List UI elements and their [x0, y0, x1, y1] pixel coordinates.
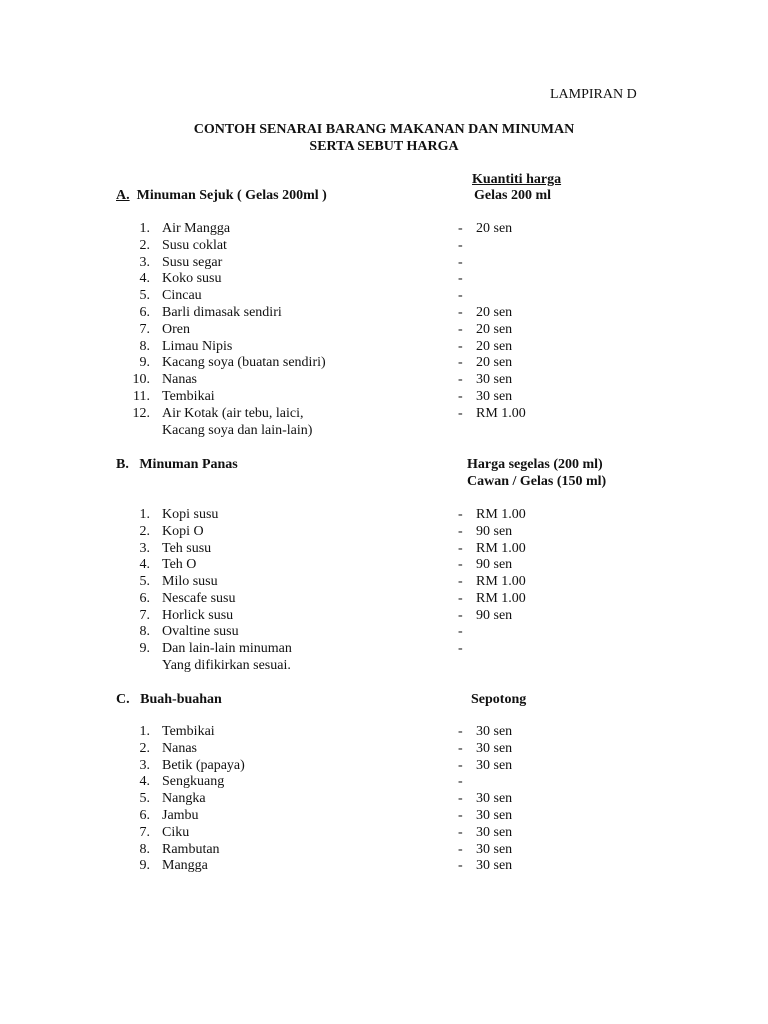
item-number: 3. — [139, 540, 150, 556]
item-dash: - — [458, 641, 463, 656]
section-b-price-header-2: Cawan / Gelas (150 ml) — [467, 474, 607, 489]
item-number: 2. — [139, 740, 150, 756]
item-price: 30 sen — [476, 858, 513, 874]
section-a-letter: A. — [116, 188, 130, 203]
item-dash: - — [458, 288, 463, 304]
item-number: 7. — [139, 824, 150, 840]
item-name: Nanas — [162, 740, 197, 756]
item-name: Ciku — [162, 824, 190, 840]
item-number: 1. — [139, 724, 150, 739]
item-name: Barli dimasak sendiri — [162, 305, 282, 320]
item-price: RM 1.00 — [476, 507, 526, 522]
item-price: RM 1.00 — [476, 540, 526, 556]
item-name: Horlick susu — [162, 607, 234, 623]
item-dash: - — [458, 254, 463, 270]
item-number: 11. — [133, 389, 150, 404]
item-dash: - — [458, 372, 463, 388]
item-price: 30 sen — [476, 841, 513, 857]
item-name: Jambu — [162, 808, 199, 823]
item-dash: - — [458, 624, 463, 640]
item-dash: - — [458, 523, 463, 539]
item-number: 7. — [139, 321, 150, 337]
item-number: 10. — [132, 372, 150, 388]
item-dash: - — [458, 221, 463, 236]
item-number: 6. — [139, 305, 150, 320]
item-name: Tembikai — [162, 724, 215, 739]
item-price: 20 sen — [476, 355, 513, 371]
item-name: Milo susu — [162, 574, 218, 589]
item-number: 9. — [139, 641, 150, 656]
item-number: 9. — [139, 355, 150, 371]
item-name: Koko susu — [162, 271, 222, 287]
section-c-price-header: Sepotong — [471, 692, 527, 707]
item-dash: - — [458, 590, 463, 606]
item-name: Sengkuang — [162, 774, 225, 790]
item-dash: - — [458, 841, 463, 857]
item-price: RM 1.00 — [476, 590, 526, 606]
item-dash: - — [458, 507, 463, 522]
item-price: 20 sen — [476, 338, 513, 354]
item-name: Kacang soya (buatan sendiri) — [162, 355, 326, 371]
item-dash: - — [458, 824, 463, 840]
item-name: Limau Nipis — [162, 338, 233, 354]
item-dash: - — [458, 574, 463, 589]
item-dash: - — [458, 740, 463, 756]
item-dash: - — [458, 757, 463, 773]
item-dash: - — [458, 607, 463, 623]
section-a-title: Minuman Sejuk ( Gelas 200ml ) — [136, 188, 327, 203]
item-number: 6. — [139, 808, 150, 823]
item-dash: - — [458, 305, 463, 320]
item-number: 8. — [139, 338, 150, 354]
item-name: Oren — [162, 321, 190, 337]
item-name: Susu coklat — [162, 237, 227, 253]
item-dash: - — [458, 724, 463, 739]
item-dash: - — [458, 858, 463, 874]
lampiran-label: LAMPIRAN D — [550, 87, 637, 102]
document-title-line1: CONTOH SENARAI BARANG MAKANAN DAN MINUMAN — [193, 122, 575, 137]
item-number: 2. — [139, 523, 150, 539]
item-price: RM 1.00 — [476, 574, 526, 589]
item-number: 12. — [132, 405, 150, 421]
item-name: Air Mangga — [162, 221, 231, 236]
item-price: 30 sen — [476, 372, 513, 388]
item-name: Teh susu — [162, 540, 212, 556]
item-name: Yang difikirkan sesuai. — [162, 657, 291, 673]
section-a-heading — [116, 187, 327, 204]
item-number: 9. — [139, 858, 150, 874]
section-b-title: Minuman Panas — [139, 457, 238, 472]
item-number: 8. — [139, 624, 150, 640]
section-c-title: Buah-buahan — [140, 692, 222, 707]
item-name: Dan lain-lain minuman — [162, 641, 292, 656]
item-price: 20 sen — [476, 305, 513, 320]
section-a-price-header-2: Gelas 200 ml — [474, 188, 551, 203]
item-name: Ovaltine susu — [162, 624, 239, 640]
section-a-price-header-1: Kuantiti harga — [472, 172, 562, 187]
item-number: 5. — [139, 288, 150, 304]
item-number: 4. — [139, 557, 150, 573]
item-name: Cincau — [162, 288, 202, 304]
item-dash: - — [458, 405, 463, 421]
item-name: Rambutan — [162, 841, 220, 857]
item-name: Kopi susu — [162, 507, 219, 522]
item-number: 7. — [139, 607, 150, 623]
item-price: 90 sen — [476, 557, 513, 573]
item-price: 20 sen — [476, 321, 513, 337]
section-b-heading — [116, 456, 238, 473]
item-price: 30 sen — [476, 757, 513, 773]
item-name: Teh O — [162, 557, 197, 573]
item-name: Nescafe susu — [162, 590, 236, 606]
item-dash: - — [458, 808, 463, 823]
item-dash: - — [458, 540, 463, 556]
item-name: Air Kotak (air tebu, laici, — [162, 405, 304, 421]
section-b-letter: B. — [116, 457, 129, 472]
item-dash: - — [458, 557, 463, 573]
item-number: 4. — [139, 774, 150, 790]
item-name: Betik (papaya) — [162, 757, 245, 773]
item-dash: - — [458, 791, 463, 807]
item-price: 20 sen — [476, 221, 513, 236]
item-price: 30 sen — [476, 824, 513, 840]
item-price: 30 sen — [476, 740, 513, 756]
item-number: 2. — [139, 237, 150, 253]
item-dash: - — [458, 355, 463, 371]
item-price: 30 sen — [476, 791, 513, 807]
item-number: 4. — [139, 271, 150, 287]
item-dash: - — [458, 389, 463, 404]
item-name: Nanas — [162, 372, 197, 388]
item-price: 90 sen — [476, 607, 513, 623]
item-name: Kopi O — [162, 523, 204, 539]
item-price: 30 sen — [476, 808, 513, 823]
item-name: Nangka — [162, 791, 206, 807]
section-b-price-header-1: Harga segelas (200 ml) — [467, 457, 603, 472]
item-number: 6. — [139, 590, 150, 606]
item-dash: - — [458, 271, 463, 287]
item-price: 30 sen — [476, 724, 513, 739]
item-price: 30 sen — [476, 389, 513, 404]
item-name: Kacang soya dan lain-lain) — [162, 422, 313, 438]
item-name: Tembikai — [162, 389, 215, 404]
item-dash: - — [458, 321, 463, 337]
item-number: 1. — [139, 221, 150, 236]
item-name: Susu segar — [162, 254, 223, 270]
section-c-heading — [116, 691, 222, 708]
item-number: 3. — [139, 254, 150, 270]
item-price: RM 1.00 — [476, 405, 526, 421]
item-number: 5. — [139, 574, 150, 589]
item-number: 8. — [139, 841, 150, 857]
item-dash: - — [458, 237, 463, 253]
item-number: 1. — [139, 507, 150, 522]
item-dash: - — [458, 338, 463, 354]
document-title-line2: SERTA SEBUT HARGA — [309, 139, 459, 154]
item-number: 5. — [139, 791, 150, 807]
item-dash: - — [458, 774, 463, 790]
item-name: Mangga — [162, 858, 208, 874]
section-c-letter: C. — [116, 692, 130, 707]
item-price: 90 sen — [476, 523, 513, 539]
item-number: 3. — [139, 757, 150, 773]
